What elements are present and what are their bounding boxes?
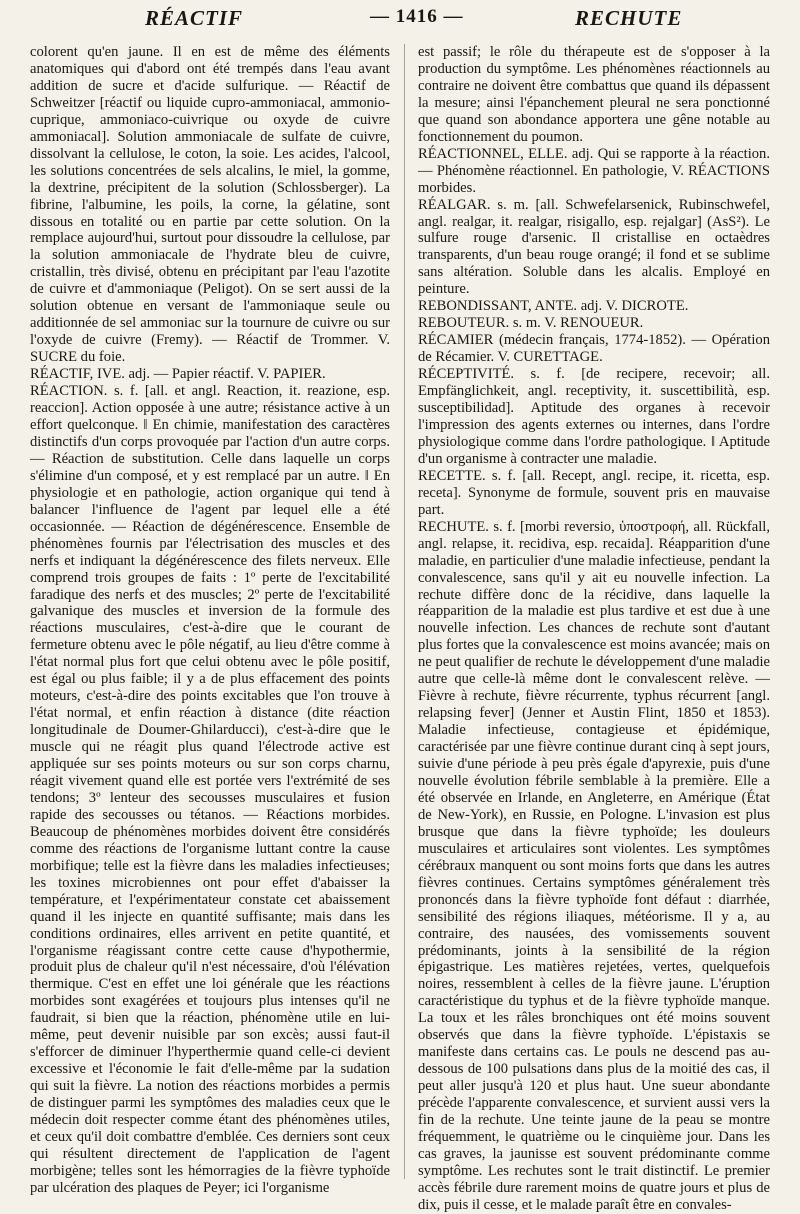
header-right-word: RECHUTE [575, 6, 683, 30]
entry-recamier: RÉCAMIER (médecin français, 1774-1852). — Opération de Récamier. V. CURETTAGE. [418, 332, 770, 366]
column-divider [404, 44, 405, 1179]
entry-rebouteur: REBOUTEUR. s. m. V. RENOUEUR. [418, 315, 644, 332]
entry-reactif-adj: RÉACTIF, IVE. adj. — Papier réactif. V. PAPIER. [30, 366, 326, 383]
header-left-word: RÉACTIF [145, 6, 244, 30]
page-number: — 1416 — [370, 6, 464, 27]
entry-receptivite: RÉCEPTIVITÉ. s. f. [de recipere, recevoir; all. Empfänglichkeit, angl. receptivity, it. suscettibilità, esp. susceptibilidad]. Aptitude des organes à recevoir l'impression des agents externes ou internes, dans l'ordre physiologique comme dans l'ordre pathologique. ‖ Aptitude d'un organisme à contracter une maladie. [418, 366, 770, 467]
entry-continuation-right: est passif; le rôle du thérapeute est de s'opposer à la production du symptôme. Les phénomènes réactionnels au contraire ne doivent être combattus que quand ils dépassent la mesure; ainsi l'épanchement pleural ne sera ponctionné que quand son abondance apportera une gêne notable au fonctionnement du poumon. [418, 44, 770, 145]
entry-continuation: colorent qu'en jaune. Il en est de même des éléments anatomiques qui d'abord ont été trempés dans l'eau avant addition de sucre et d'acide sulfurique. — Réactif de Schweitzer [réactif ou liquide cupro-ammoniacal, ammonio-cuprique, ammoniaco-cuivrique ou oxyde de cuivre ammoniacal]. Solution ammoniacale de sulfate de cuivre, dissolvant la cellulose, le coton, la soie. Les acides, l'alcool, les solutions concentrées de sels alcalins, le miel, la gomme, la dextrine, précipitent de la solution (Schlossberger). La fibrine, l'albumine, les poils, la corne, la gélatine, sont dissous en totalité ou en partie par cette solution. On la remplace aujourd'hui, surtout pour dissoudre la cellulose, par la solution ammoniacale de l'hydrate bleu de cuivre, cristallin, très divisé, obtenu en précipitant par l'eau l'azotite de cuivre et d'ammoniaque (Peligot). On se sert aussi de la solution obtenue en versant de l'ammoniaque seule ou additionnée de sel ammoniac sur la tournure de cuivre ou sur l'oxyde de cuivre (Fremy). — Réactif de Trommer. V. SUCRE du foie. [30, 44, 390, 366]
running-header [30, 6, 770, 38]
right-column [418, 44, 770, 1214]
left-column [30, 44, 390, 1197]
entry-realgar: RÉALGAR. s. m. [all. Schwefelarsenick, Rubinschwefel, angl. realgar, it. realgar, risigallo, esp. rejalgar] (AsS²). Le sulfure rouge d'arsenic. Il cristallise en octaèdres transparents, d'un beau rouge orangé; il fond et se sublime sans altération. Soluble dans les alcalis. Employé en peinture. [418, 196, 770, 298]
entry-rechute: RECHUTE. s. f. [morbi reversio, ὑποστροφή, all. Rückfall, angl. relapse, it. recidiva, esp. recaida]. Réapparition d'une maladie, en particulier d'une maladie infectieuse, pendant la convalescence, sans qu'il y ait eu nouvelle infection. La rechute diffère donc de la récidive, dans laquelle la réapparition de la maladie est plus tardive et est due à une nouvelle infection. Les chances de rechute sont d'autant plus fortes que la convalescence est moins avancée; mais on ne peut qualifier de rechute le développement d'une maladie autre que celle-là même dont le convalescent relève. — Fièvre à rechute, fièvre récurrente, typhus récurrent [angl. relapsing fever] (Jenner et Austin Flint, 1850 et 1853). Maladie infectieuse, contagieuse et épidémique, caractérisée par une fièvre continue durant cinq à sept jours, suivie d'une période à peu près égale d'apyrexie, puis d'une nouvelle évolution fébrile semblable à la première. Elle a été observée en Irlande, en Angleterre, en Amérique (État de New-York), en Russie, en Pologne. L'invasion est plus brusque que dans la fièvre typhoïde; les douleurs musculaires et articulaires sont violentes. Les symptômes cérébraux manquent ou sont moins forts que dans les autres fièvres continues. Certains symptômes généralement très prononcés dans la fièvre typhoïde font défaut : diarrhée, sensibilité des régions iliaques, météorisme. Il y a, au contraire, des nausées, des vomissements souvent prédominants, joints à la sensibilité de la région épigastrique. Les matières rejetées, vertes, quelquefois noires, ressemblent à celles de la fièvre jaune. L'éruption caractéristique du typhus et de la fièvre typhoïde manque. La toux et les râles bronchiques ont été moins souvent observés que dans la fièvre typhoïde. L'épistaxis se manifeste dans certains cas. Le pouls ne descend pas au-dessous de 100 pulsations dans plus de la moitié des cas, il peut aller jusqu'à 120 et plus haut. Une sueur abondante précède l'apparente convalescence, et survient aussi vers la fin de la rechute. Une teinte jaune de la peau se montre fréquemment, le quatrième ou le cinquième jour. Dans les cas graves, la jaunisse est souvent prédominante comme symptôme. Les rechutes sont le trait distinctif. Le premier accès fébrile dure rarement moins de quatre jours et plus de dix, puis il cesse, et le malade paraît être en convales- [418, 518, 770, 1213]
entry-reactionnel: RÉACTIONNEL, ELLE. adj. Qui se rapporte à la réaction. — Phénomène réactionnel. En pathologie, V. RÉACTIONS morbides. [418, 145, 770, 196]
entry-recette: RECETTE. s. f. [all. Recept, angl. recipe, it. ricetta, esp. receta]. Synonyme de formule, souvent pris en mauvaise part. [418, 467, 770, 518]
entry-rebondissant: REBONDISSANT, ANTE. adj. V. DICROTE. [418, 298, 689, 315]
entry-reaction: RÉACTION. s. f. [all. et angl. Reaction, it. reazione, esp. reaccion]. Action opposée à une autre; résistance active à un effort quelconque. ‖ En chimie, manifestation des caractères distinctifs d'un corps provoquée par l'action d'un autre corps. — Réaction de substitution. Celle dans laquelle un corps s'élimine d'un composé, et y est remplacé par un autre. ‖ En physiologie et en pathologie, action organique qui tend à balancer l'influence de l'agent par lequel elle a été occasionnée. — Réaction de dégénérescence. Ensemble de phénomènes fournis par l'électrisation des muscles et des nerfs et indiquant la dégénérescence des filets nerveux. Elle comprend trois groupes de faits : 1º perte de l'excitabilité faradique des nerfs et des muscles; 2º perte de l'excitabilité galvanique des muscles et inversion de la formule des réactions musculaires, c'est-à-dire que le courant de fermeture obtenu avec le pôle négatif, au lieu d'être comme à l'état normal plus fort que celui obtenu avec le pôle positif, est égal ou plus faible; il y a de plus effacement des points moteurs, c'est-à-dire des points excitables que l'on trouve à l'état normal, et enfin réaction à distance (dite réaction longitudinale de Doumer-Ghilarducci), c'est-à-dire que le muscle qui ne réagit plus quand l'électrode active est appliquée sur ses points moteurs ou sur son corps charnu, réagit vivement quand elle est portée vers l'extrémité de ses tendons; 3º lenteur des secousses musculaires et fusion rapide des secousses ou tétanos. — Réactions morbides. Beaucoup de phénomènes morbides doivent être considérés comme des réactions de l'organisme luttant contre la cause morbifique; telle est la fièvre dans les maladies infectieuses; les toxines microbiennes ont pour effet d'abaisser la température, et l'expérimentateur constate cet abaissement quand il les injecte en quantité suffisante; mais dans les conditions ordinaires, elles arrivent en petite quantité, et l'organisme réagissant contre cette cause d'hypothermie, produit plus de chaleur qu'il n'est nécessaire, d'où l'élévation thermique. C'est en effet une loi générale que les réactions morbides sont exagérées et toujours plus intenses qu'il ne faudrait, si bien que la réaction, phénomène utile en lui-même, peut devenir nuisible par son excès; aussi faut-il s'efforcer de diminuer l'hyperthermie quand celle-ci devient excessive et l'économie le fait d'elle-même par la sudation qui suit la fièvre. La notion des réactions morbides a permis de distinguer parmi les symptômes des maladies ceux que le médecin doit respecter comme étant des phénomènes utiles, et ceux qu'il doit combattre d'emblée. Ces derniers sont ceux qui résultent directement de l'application de l'agent morbigène; telles sont les hémorragies de la fièvre typhoïde par ulcération des plaques de Peyer; ici l'organisme [30, 383, 390, 1196]
